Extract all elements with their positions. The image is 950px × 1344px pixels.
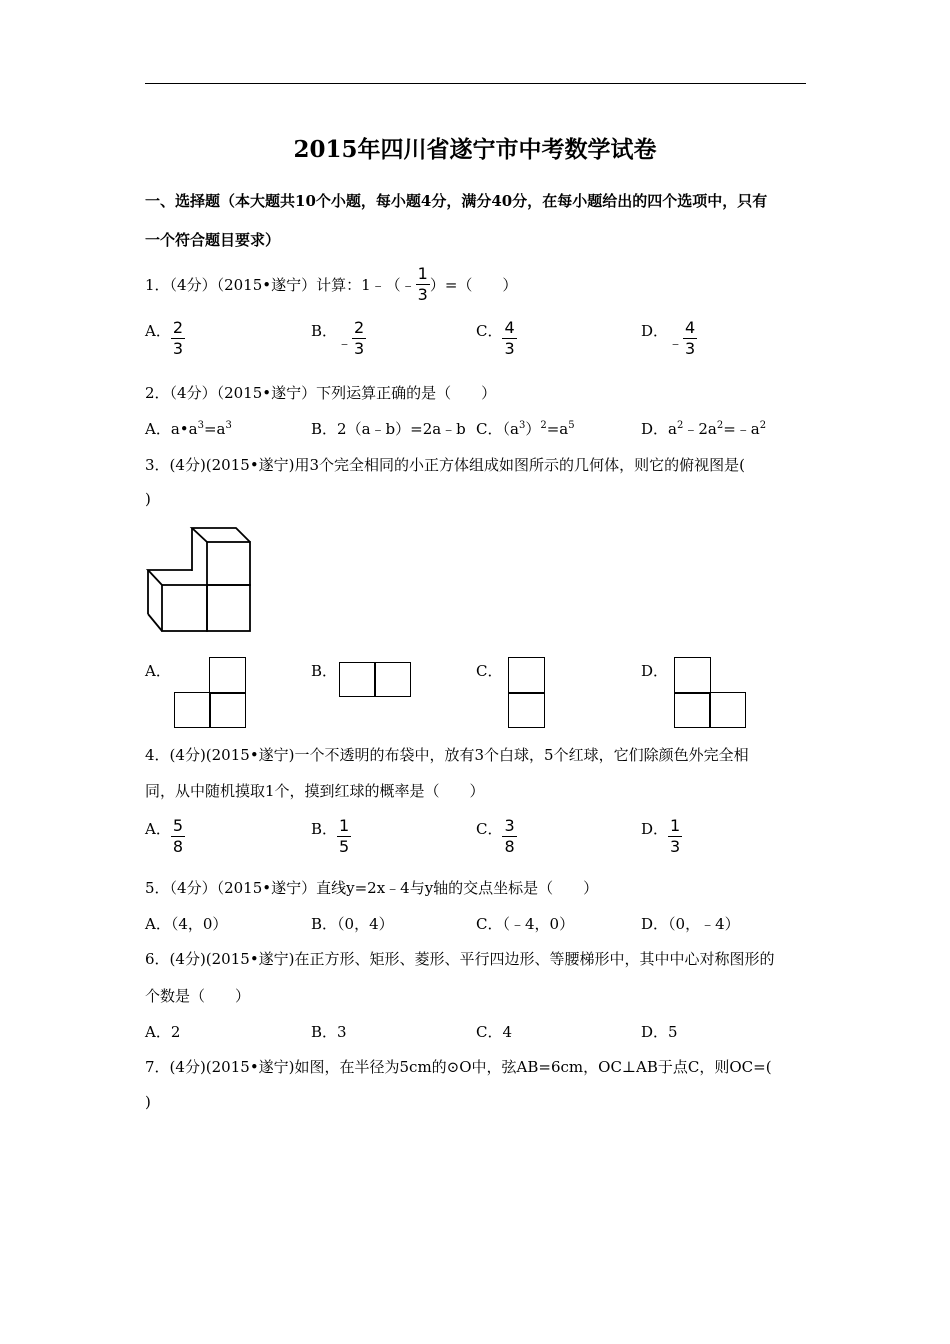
option-text: a•a [170, 420, 198, 438]
q3-option-c-label: C． [476, 662, 503, 680]
question-1 [145, 264, 517, 304]
q3-option-b-figure [339, 662, 411, 697]
square [209, 692, 246, 728]
option-text: a [668, 420, 677, 438]
option-fraction [171, 818, 185, 855]
fraction-numerator: 3 [504, 816, 515, 835]
option-label: D． [641, 820, 669, 838]
option-fraction [502, 818, 516, 855]
superscript: 3 [225, 420, 232, 431]
question-3-line2: ) [145, 490, 151, 508]
superscript: 2 [676, 420, 684, 431]
q3-option-c-figure [508, 657, 545, 728]
fraction-denominator: 3 [670, 837, 681, 856]
fraction-denominator: 3 [354, 339, 365, 358]
fraction-denominator: 3 [172, 339, 184, 358]
fraction-numerator: 2 [172, 318, 184, 337]
option-label: D． [641, 420, 669, 438]
option-label: A． [145, 322, 171, 340]
question-7-line1: 7．(4分)(2015•遂宁)如图，在半径为5cm的⊙O中，弦AB=6cm，OC⊥AB于点C，则OC=( [145, 1058, 772, 1076]
question-2: 2．（4分）（2015•遂宁）下列运算正确的是（ ） [145, 384, 497, 402]
option-fraction [352, 320, 366, 357]
q3-option-a-label: A． [145, 662, 171, 680]
square [174, 692, 211, 728]
fraction-numerator: 2 [354, 318, 365, 337]
fraction-numerator: 1 [670, 816, 681, 835]
option-label: D． [641, 322, 669, 340]
option-label: C． [476, 820, 503, 838]
option-text: ） [525, 420, 541, 438]
superscript: 3 [197, 420, 204, 431]
fraction-denominator: 5 [339, 837, 350, 856]
cube-solid-figure [140, 522, 260, 638]
exam-title: 2015年四川省遂宁市中考数学试卷 [293, 136, 657, 163]
q1-option-c [476, 320, 517, 357]
option-label: B． [311, 420, 338, 438]
square [339, 662, 376, 697]
option-fraction [337, 818, 351, 855]
fraction-numerator: 4 [685, 318, 696, 337]
superscript: 2 [759, 420, 767, 431]
q6-option-c: C．4 [476, 1023, 513, 1041]
square [674, 657, 711, 694]
option-label: A． [145, 820, 171, 838]
q1-option-a [145, 320, 185, 357]
option-label: B． [311, 322, 338, 340]
question-1-fraction [416, 263, 430, 304]
fraction-denominator: 3 [417, 284, 428, 304]
question-4-line2: 同，从中随机摸取1个，摸到红球的概率是（ ） [145, 782, 485, 800]
option-text: （a [502, 420, 519, 438]
fraction-denominator: 8 [504, 837, 515, 856]
question-6-line1: 6．(4分)(2015•遂宁)在正方形、矩形、菱形、平行四边形、等腰梯形中，其中中心对称图形的 [145, 950, 775, 968]
option-text: =﹣a [723, 420, 760, 438]
q3-option-d-label: D． [641, 662, 669, 680]
option-label: C． [476, 420, 503, 438]
q3-option-a-figure [174, 657, 246, 728]
square [508, 692, 545, 728]
q2-option-b [311, 418, 466, 439]
section-heading-line2: 一个符合题目要求） [145, 231, 281, 249]
option-sign: ﹣ [668, 334, 684, 352]
option-text: ﹣2a [683, 420, 717, 438]
option-text: 2（a﹣b）=2a﹣b [337, 420, 466, 438]
fraction-numerator: 4 [504, 318, 515, 337]
option-fraction [668, 818, 682, 855]
q6-option-b: B．3 [311, 1023, 347, 1041]
question-6-line2: 个数是（ ） [145, 987, 251, 1005]
square [709, 692, 746, 728]
q2-option-d [641, 418, 766, 439]
header-rule [145, 83, 806, 84]
fraction-numerator: 1 [417, 263, 428, 283]
option-fraction [683, 320, 697, 357]
superscript: 5 [568, 420, 575, 431]
fraction-denominator: 3 [504, 339, 515, 358]
question-4-line1: 4．(4分)(2015•遂宁)一个不透明的布袋中，放有3个白球，5个红球，它们除颜色外完全相 [145, 746, 749, 764]
q4-option-a [145, 818, 185, 855]
q1-option-b [311, 320, 366, 357]
option-text: =a [546, 420, 569, 438]
superscript: 2 [716, 420, 724, 431]
option-fraction [502, 320, 516, 357]
option-label: A． [145, 420, 171, 438]
q2-option-a [145, 418, 232, 439]
fraction-numerator: 5 [172, 816, 184, 835]
question-1-suffix: ）=（ ） [429, 275, 518, 294]
q2-option-c [476, 418, 575, 439]
q5-option-c: C．（﹣4，0） [476, 915, 575, 933]
option-label: C． [476, 322, 503, 340]
square [374, 662, 411, 697]
question-7-line2: ) [145, 1093, 151, 1111]
q1-option-d [641, 320, 697, 357]
q5-option-b: B．（0，4） [311, 915, 394, 933]
question-1-prefix: 1．（4分）（2015•遂宁）计算：1﹣（﹣ [145, 275, 416, 294]
fraction-numerator: 1 [339, 816, 350, 835]
q4-option-b [311, 818, 351, 855]
square [674, 692, 711, 728]
superscript: 3 [518, 420, 526, 431]
superscript: 2 [540, 420, 547, 431]
q3-option-d-figure [674, 657, 746, 728]
option-fraction [171, 320, 185, 357]
square [508, 657, 545, 694]
question-3-line1: 3．(4分)(2015•遂宁)用3个完全相同的小正方体组成如图所示的几何体，则它的俯视图是( [145, 456, 745, 474]
option-text: =a [203, 420, 226, 438]
square [209, 657, 246, 694]
fraction-denominator: 8 [172, 837, 184, 856]
section-heading-line1: 一、选择题（本大题共10个小题，每小题4分，满分40分，在每小题给出的四个选项中，只有 [145, 192, 768, 210]
question-5: 5．（4分）（2015•遂宁）直线y=2x﹣4与y轴的交点坐标是（ ） [145, 879, 599, 897]
q6-option-d: D．5 [641, 1023, 678, 1041]
q5-option-a: A．（4，0） [145, 915, 228, 933]
option-sign: ﹣ [337, 334, 353, 352]
fraction-denominator: 3 [685, 339, 696, 358]
q3-option-b-label: B． [311, 662, 338, 680]
q4-option-c [476, 818, 517, 855]
q4-option-d [641, 818, 682, 855]
q6-option-a: A．2 [145, 1023, 181, 1041]
option-label: B． [311, 820, 338, 838]
q5-option-d: D．（0，﹣4） [641, 915, 740, 933]
